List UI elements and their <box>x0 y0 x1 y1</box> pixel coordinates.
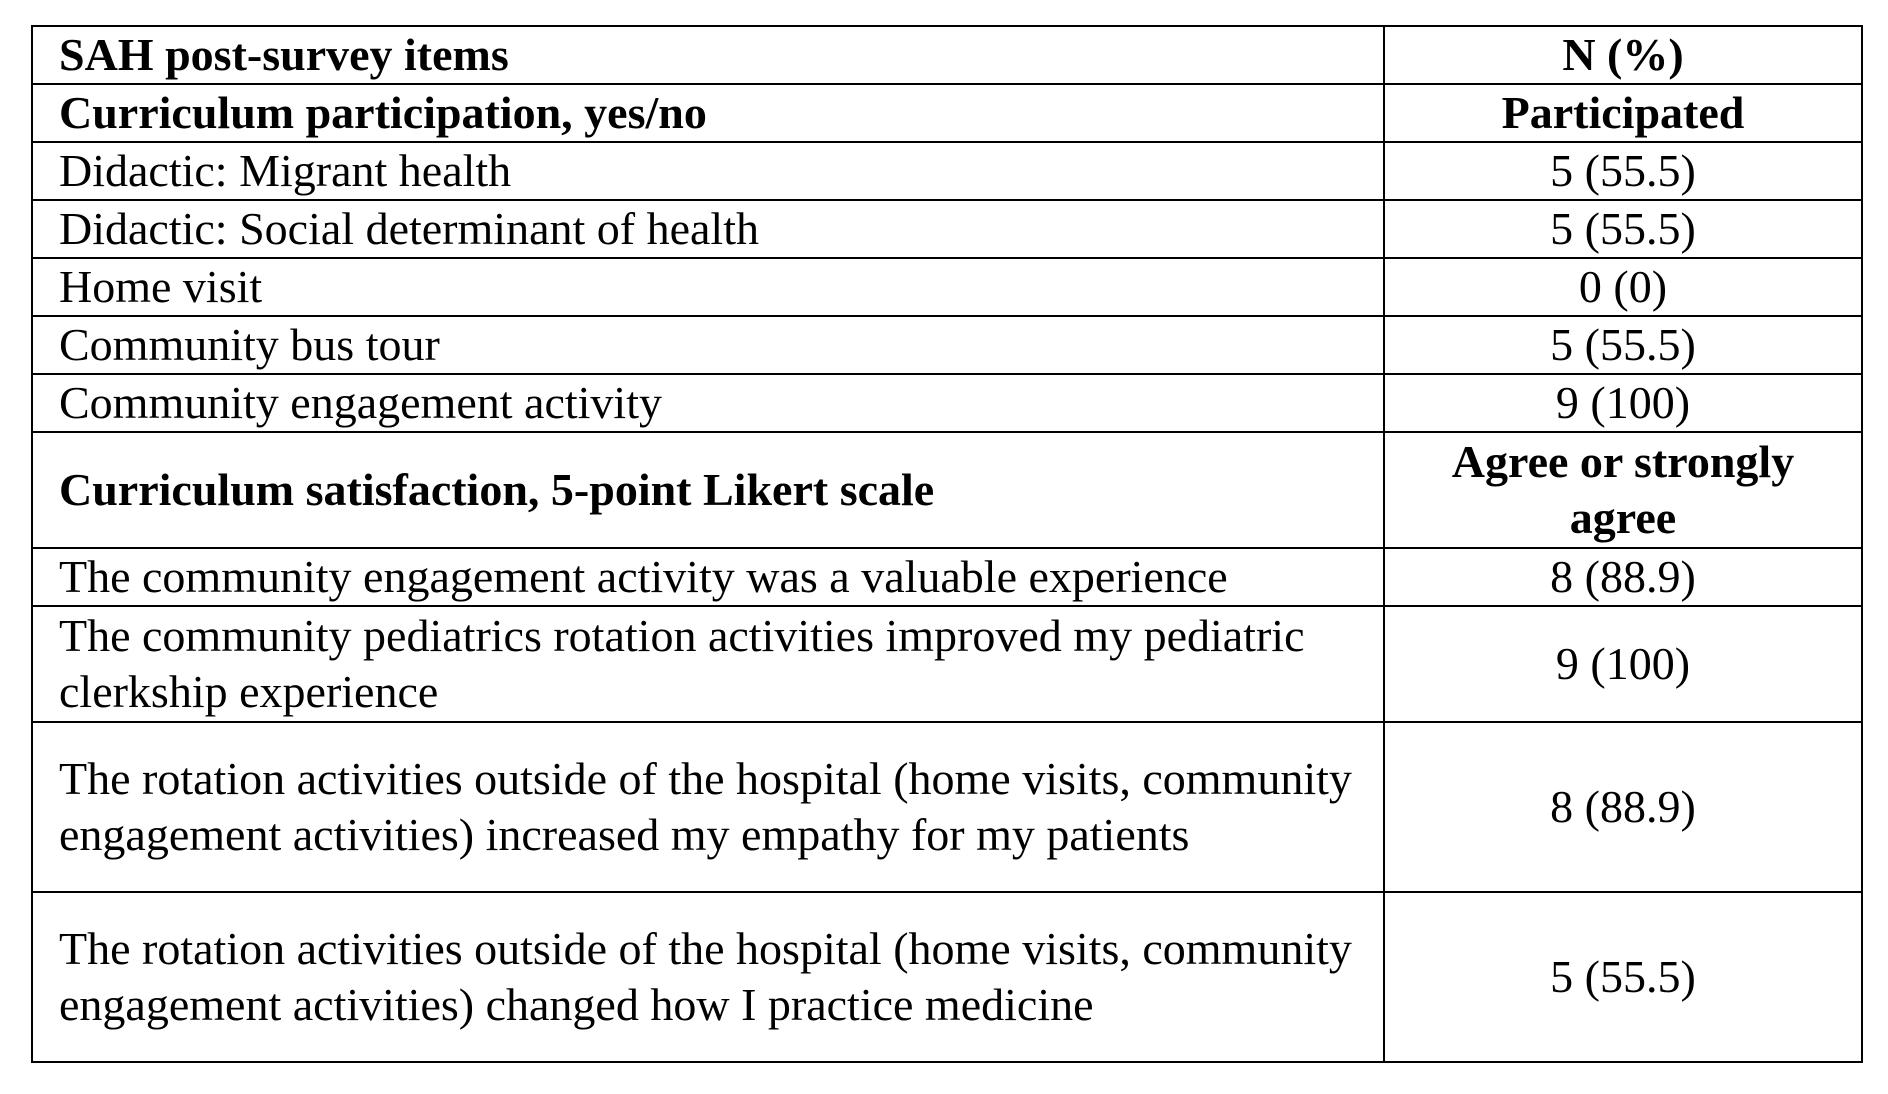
n-percent-column-header: N (%) <box>1384 26 1862 84</box>
participation-section-row <box>32 84 1862 142</box>
table-row <box>32 606 1862 722</box>
row-item: The community pediatrics rotation activities improved my pediatric clerkship experience <box>32 606 1384 722</box>
items-column-header: SAH post-survey items <box>32 26 1384 84</box>
row-value: 5 (55.5) <box>1384 200 1862 258</box>
row-item: Community engagement activity <box>32 374 1384 432</box>
row-item: Home visit <box>32 258 1384 316</box>
table-row <box>32 374 1862 432</box>
table-row <box>32 258 1862 316</box>
survey-results-table <box>31 25 1863 1063</box>
row-item: Didactic: Social determinant of health <box>32 200 1384 258</box>
row-item: The community engagement activity was a valuable experience <box>32 548 1384 606</box>
row-item: The rotation activities outside of the hospital (home visits, community engagement activities) changed how I practice medicine <box>32 892 1384 1062</box>
row-value: 5 (55.5) <box>1384 142 1862 200</box>
row-value: 0 (0) <box>1384 258 1862 316</box>
table-header-row <box>32 26 1862 84</box>
row-item: The rotation activities outside of the hospital (home visits, community engagement activities) increased my empathy for my patients <box>32 722 1384 892</box>
table-row <box>32 892 1862 1062</box>
table-row <box>32 548 1862 606</box>
table-row <box>32 142 1862 200</box>
row-value: 9 (100) <box>1384 374 1862 432</box>
row-item: Didactic: Migrant health <box>32 142 1384 200</box>
participation-section-label: Curriculum participation, yes/no <box>32 84 1384 142</box>
table-row <box>32 200 1862 258</box>
row-item: Community bus tour <box>32 316 1384 374</box>
table-row <box>32 316 1862 374</box>
satisfaction-section-label: Curriculum satisfaction, 5-point Likert scale <box>32 432 1384 548</box>
row-value: 5 (55.5) <box>1384 316 1862 374</box>
agree-column-label: Agree or strongly agree <box>1384 432 1862 548</box>
satisfaction-section-row <box>32 432 1862 548</box>
row-value: 9 (100) <box>1384 606 1862 722</box>
table-row <box>32 722 1862 892</box>
participated-column-label: Participated <box>1384 84 1862 142</box>
row-value: 8 (88.9) <box>1384 548 1862 606</box>
row-value: 8 (88.9) <box>1384 722 1862 892</box>
row-value: 5 (55.5) <box>1384 892 1862 1062</box>
